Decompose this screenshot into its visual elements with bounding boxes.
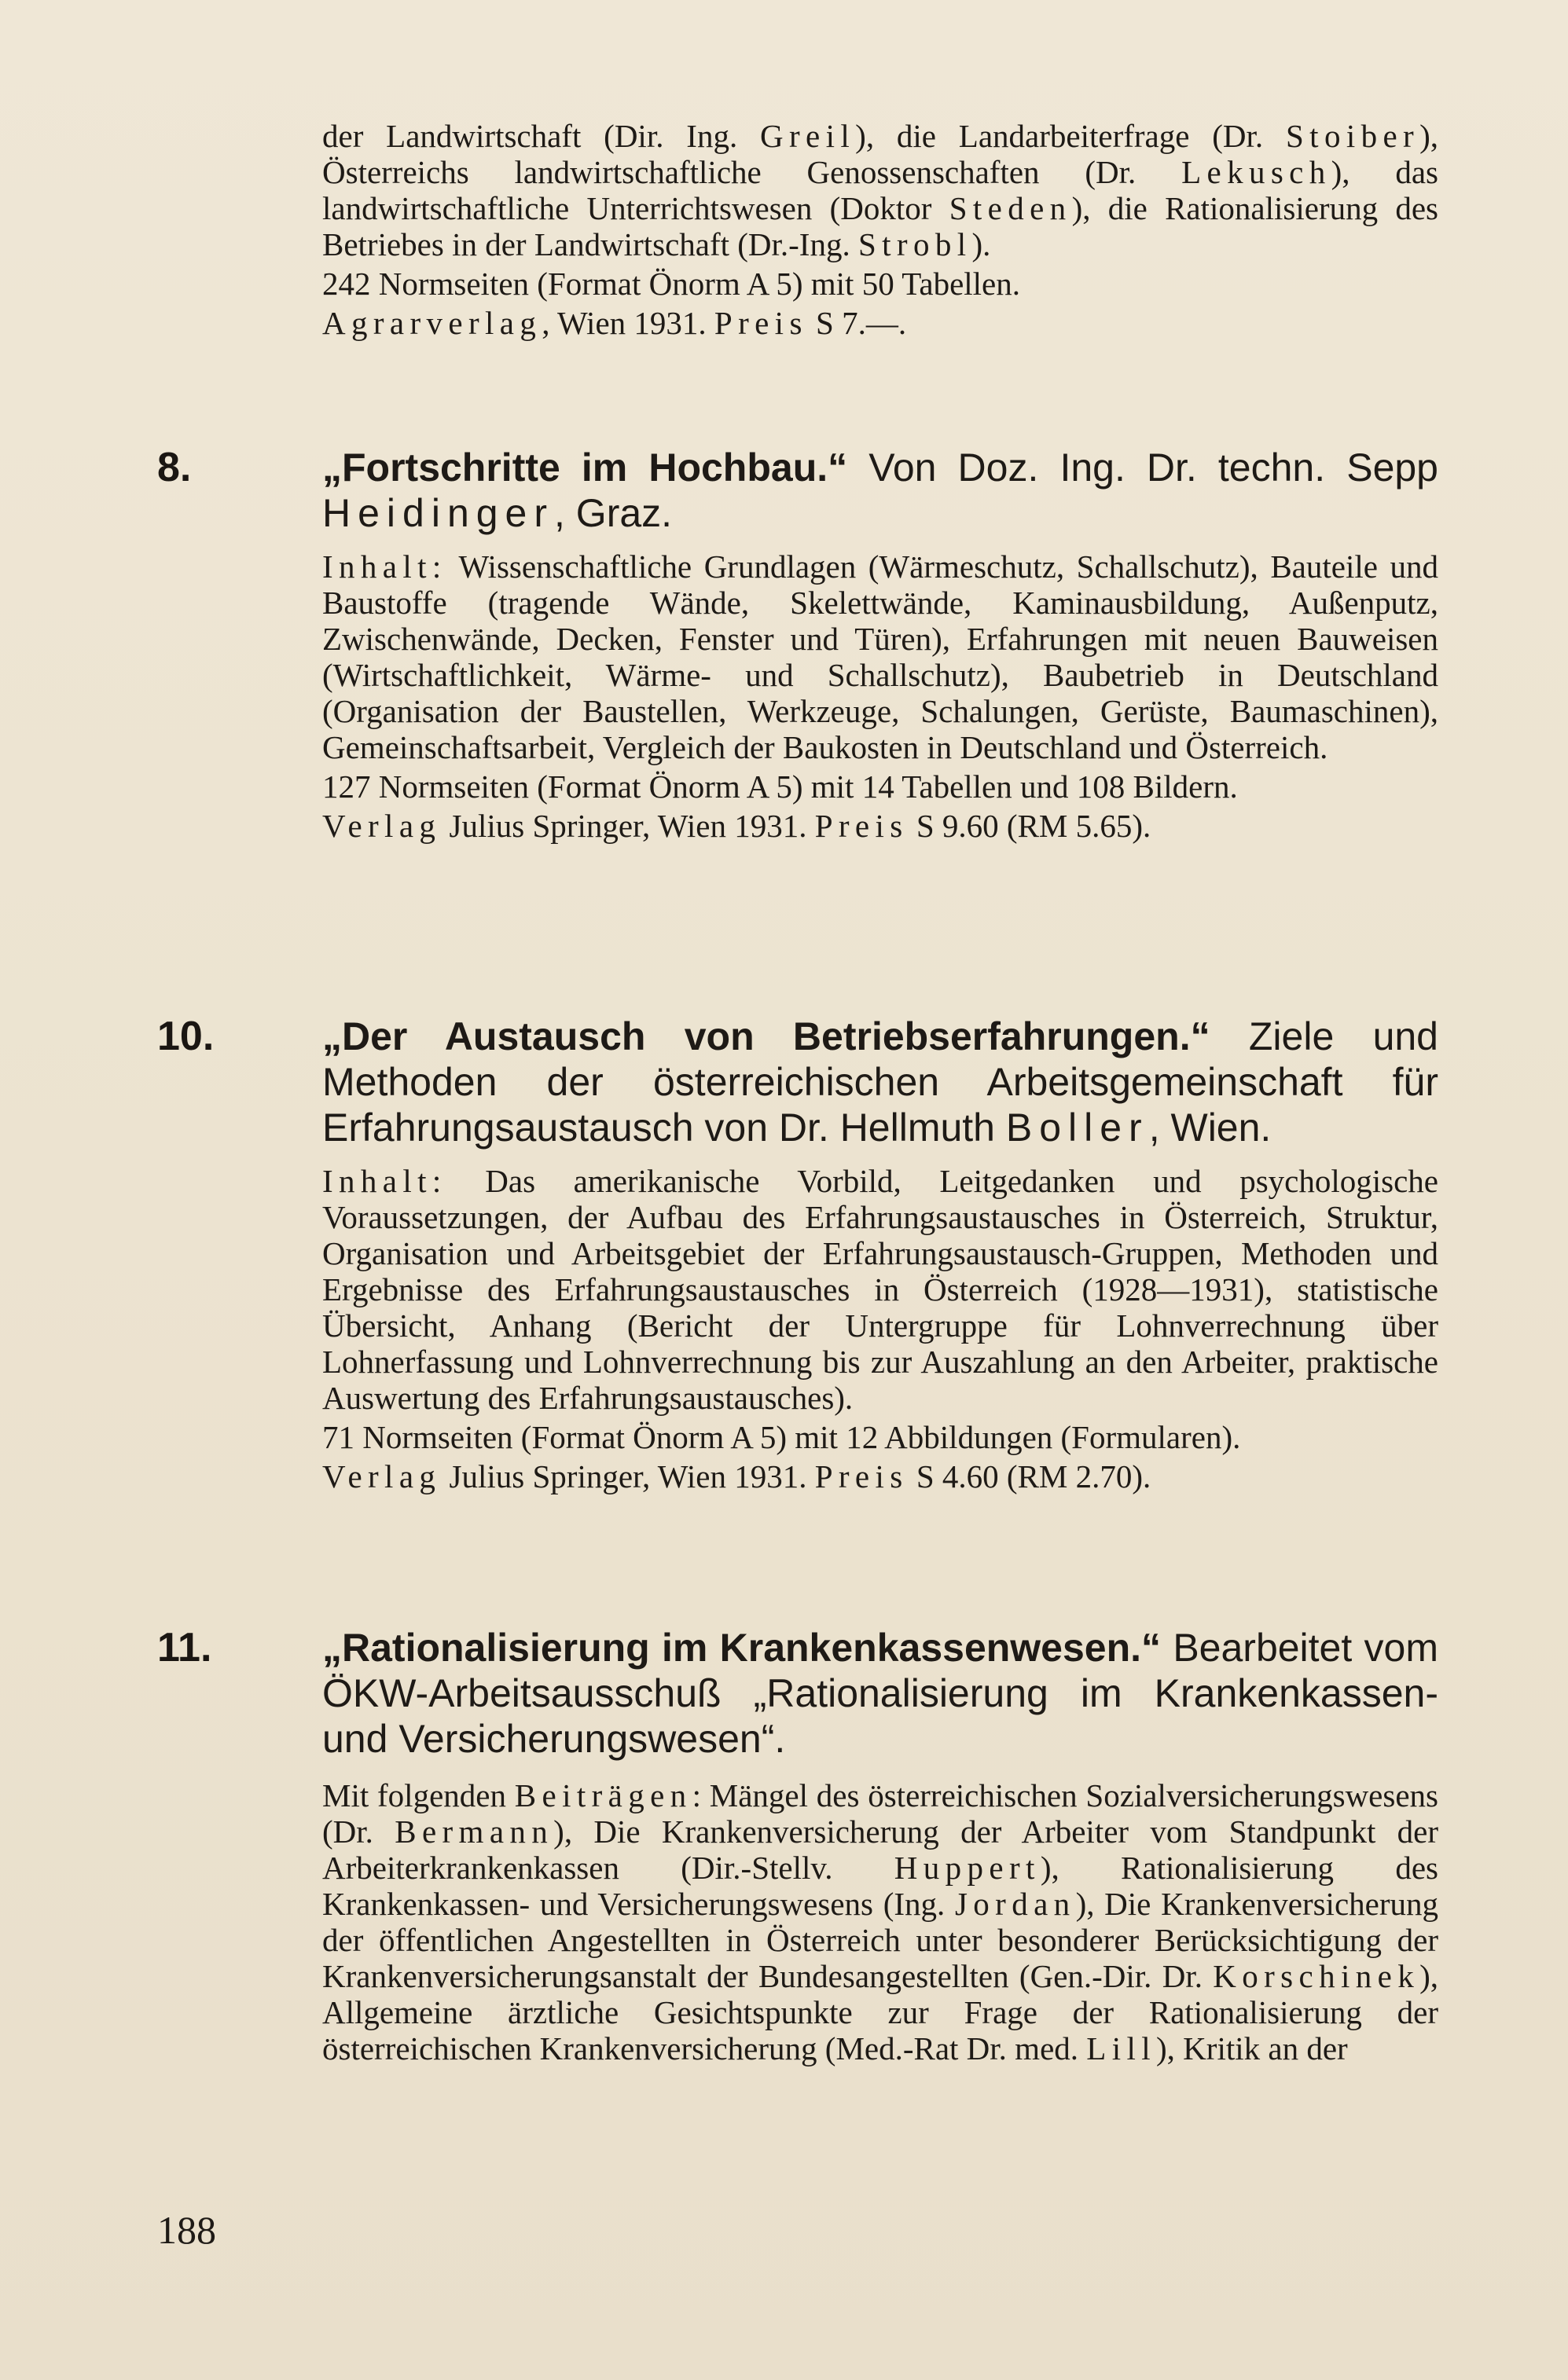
page-number: 188 bbox=[157, 2208, 216, 2252]
author-lill: Lill bbox=[1086, 2030, 1157, 2066]
entry-10-author: Boller bbox=[1005, 1106, 1149, 1150]
entry-11-title: „Rationalisierung im Krankenkassenwesen.“ bbox=[322, 1626, 1162, 1670]
entry-10-heading: „Der Austausch von Betriebserfahrungen.“ Ziele und Methoden der österreichischen Arbeitsgemeinschaft für Erfahrungsaustausch von Dr. Hellmuth Boller, Wien. bbox=[322, 1014, 1438, 1150]
entry-10-inhalt: Inhalt: Das amerikanische Vorbild, Leitgedanken und psychologische Voraussetzungen, der Aufbau des Erfahrungsaustausches in Österreich, Struktur, Organisation und Arbeitsgebiet der Erfahrungsaustausch-Gruppen, Methoden und Ergebnisse des Erfahrungsaustausches in Österreich (1928—1931), statistische Übersicht, Anhang (Bericht der Untergruppe für Lohnverrechnung über Lohnerfassung und Lohnverrechnung bis zur Auszahlung an den Arbeiter, praktische Auswertung des Erfahrungsaustausches). bbox=[322, 1163, 1438, 1416]
author-korschinek: Korschinek bbox=[1213, 1958, 1420, 1994]
entry-11-number: 11. bbox=[157, 1625, 212, 1670]
entry-8-body bbox=[322, 548, 1438, 847]
intro-pages: 242 Normseiten (Format Önorm A 5) mit 50 Tabellen. bbox=[322, 266, 1021, 302]
entry-10-pages: 71 Normseiten (Format Önorm A 5) mit 12 Abbildungen (Formularen). bbox=[322, 1419, 1241, 1455]
entry-8-heading: „Fortschritte im Hochbau.“ Von Doz. Ing. Dr. techn. Sepp Heidinger, Graz. bbox=[322, 446, 1438, 535]
author-lekusch: Lekusch bbox=[1181, 154, 1331, 190]
entry-8-title: „Fortschritte im Hochbau.“ bbox=[322, 446, 848, 490]
entry-8-number: 8. bbox=[157, 445, 192, 490]
entry-8-publisher: Verlag Julius Springer, Wien 1931. Preis S 9.60 (RM 5.65). bbox=[322, 808, 1151, 844]
entry-10-number: 10. bbox=[157, 1014, 215, 1059]
author-steden: Steden bbox=[949, 190, 1072, 226]
entry-8-author: Heidinger bbox=[322, 491, 555, 535]
entry-11-contributions: Mit folgenden Beiträgen: Mängel des österreichischen Sozialversicherungswesens (Dr. Bermann), Die Krankenversicherung der Arbeiter vom Standpunkt der Arbeiterkrankenkassen (Dir.-Stellv. Huppert), Rationalisierung des Krankenkassen- und Versicherungswesens (Ing. Jordan), Die Krankenversicherung der öffentlichen Angestellten in Österreich unter besonderer Berücksichtigung der Krankenversicherungsanstalt der Bundesangestellten (Gen.-Dir. Dr. Korschinek), Allgemeine ärztliche Gesichtspunkte zur Frage der Rationalisierung der österreichischen Krankenversicherung (Med.-Rat Dr. med. Lill), Kritik an der bbox=[322, 1777, 1439, 2066]
author-jordan: Jordan bbox=[954, 1886, 1076, 1922]
author-strobl: Strobl bbox=[857, 226, 972, 262]
entry-11-heading: „Rationalisierung im Krankenkassenwesen.“ Bearbeitet vom ÖKW-Arbeitsausschuß „Rationalisierung im Krankenkassen- und Versicherungswesen“. bbox=[322, 1626, 1438, 1761]
entry-10-title: „Der Austausch von Betriebserfahrungen.“ bbox=[322, 1014, 1210, 1058]
entry-10-body bbox=[322, 1163, 1438, 1498]
intro-publisher: Agrarverlag, Wien 1931. Preis S 7.—. bbox=[322, 305, 907, 341]
author-greil: Greil bbox=[760, 118, 856, 154]
intro-block bbox=[322, 118, 1438, 344]
author-stoiber: Stoiber bbox=[1285, 118, 1420, 154]
author-bermann: Bermann bbox=[395, 1813, 554, 1850]
author-huppert: Huppert bbox=[894, 1850, 1041, 1886]
entry-10-publisher: Verlag Julius Springer, Wien 1931. Preis S 4.60 (RM 2.70). bbox=[322, 1458, 1151, 1494]
entry-8-inhalt: Inhalt: Wissenschaftliche Grundlagen (Wärmeschutz, Schallschutz), Bauteile und Baustoffe (tragende Wände, Skelettwände, Kaminausbildung, Außenputz, Zwischenwände, Decken, Fenster und Türen), Erfahrungen mit neuen Bauweisen (Wirtschaftlichkeit, Wärme- und Schallschutz), Baubetrieb in Deutschland (Organisation der Baustellen, Werkzeuge, Schalungen, Gerüste, Baumaschinen), Gemeinschaftsarbeit, Vergleich der Baukosten in Deutschland und Österreich. bbox=[322, 548, 1438, 765]
entry-8-pages: 127 Normseiten (Format Önorm A 5) mit 14 Tabellen und 108 Bildern. bbox=[322, 768, 1238, 805]
intro-paragraph: der Landwirtschaft (Dir. Ing. Greil), die Landarbeiterfrage (Dr. Stoiber), Österreichs landwirtschaftliche Genossenschaften (Dr. Lekusch), das landwirtschaftliche Unterrichtswesen (Doktor Steden), die Rationalisierung des Betriebes in der Landwirtschaft (Dr.-Ing. Strobl). bbox=[322, 118, 1438, 262]
entry-11-body bbox=[322, 1777, 1438, 2070]
